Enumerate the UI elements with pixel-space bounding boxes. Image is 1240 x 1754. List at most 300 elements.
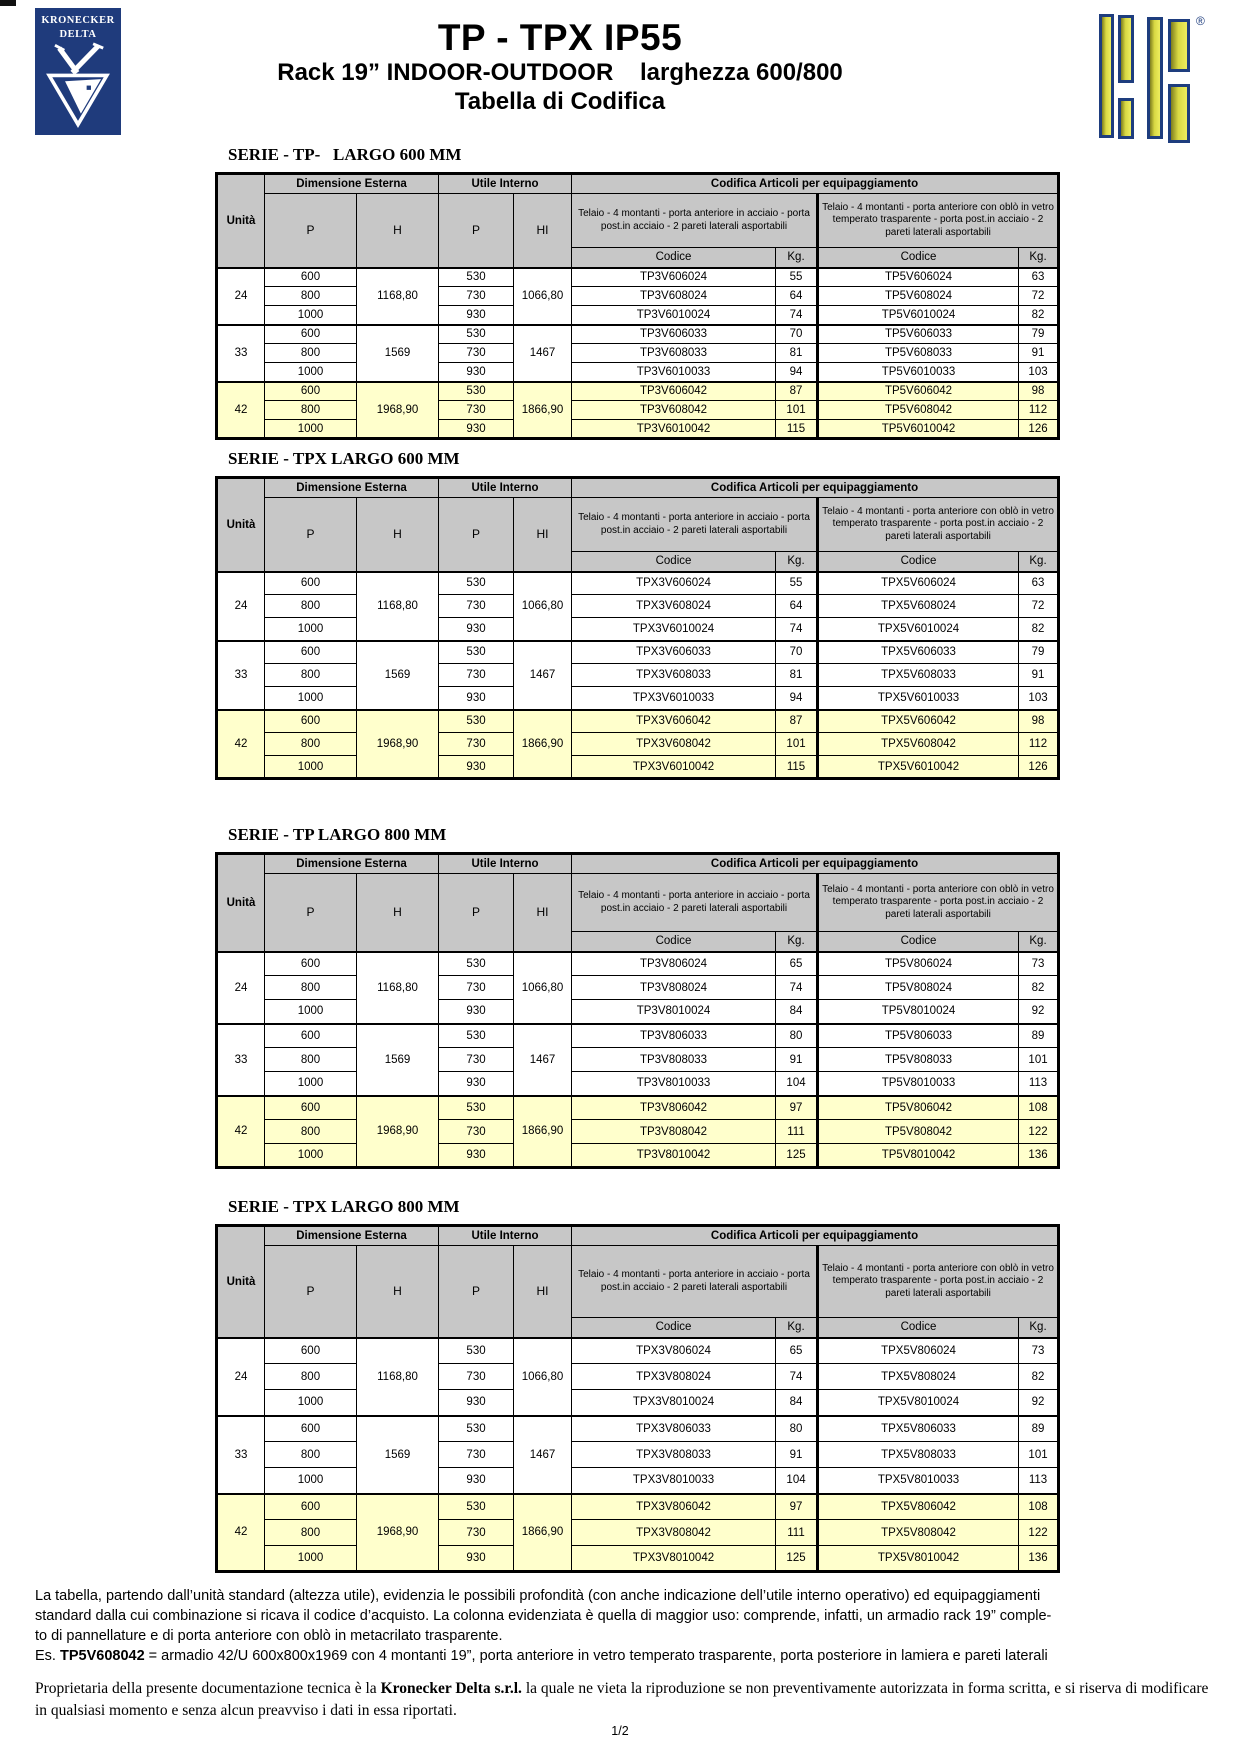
kg-cell: 101 <box>1019 1048 1059 1072</box>
registered-mark: ® <box>1196 14 1205 28</box>
kg-cell: 125 <box>776 1144 818 1168</box>
p-ext-cell: 1000 <box>265 1144 357 1168</box>
p-ext-cell: 600 <box>265 710 357 733</box>
col-header-kg-1: Kg. <box>776 552 818 572</box>
p-int-cell: 730 <box>439 595 514 618</box>
code-cell: TP5V608033 <box>818 344 1019 363</box>
table-row <box>217 952 1059 976</box>
hi-cell: 1467 <box>514 641 572 710</box>
kg-cell: 73 <box>1019 1338 1059 1364</box>
col-header-p-int: P <box>439 874 514 952</box>
unit-cell: 42 <box>217 1494 265 1572</box>
col-header-codice-1: Codice <box>572 552 776 572</box>
code-cell: TP3V6010024 <box>572 306 776 325</box>
p-int-cell: 530 <box>439 1338 514 1364</box>
col-header-p-int: P <box>439 194 514 268</box>
p-ext-cell: 600 <box>265 641 357 664</box>
h-cell: 1168,80 <box>357 1338 439 1416</box>
col-header-kg-1: Kg. <box>776 932 818 952</box>
col-header-codice-1: Codice <box>572 1318 776 1338</box>
col-header-h: H <box>357 498 439 572</box>
h-cell: 1569 <box>357 641 439 710</box>
kg-cell: 122 <box>1019 1120 1059 1144</box>
p-ext-cell: 800 <box>265 664 357 687</box>
kg-cell: 63 <box>1019 572 1059 595</box>
section-title: SERIE - TP- LARGO 600 MM <box>228 145 462 164</box>
kg-cell: 72 <box>1019 595 1059 618</box>
code-cell: TPX5V6010042 <box>818 756 1019 779</box>
code-cell: TPX5V606033 <box>818 641 1019 664</box>
col-header-utile-interno: Utile Interno <box>439 1226 572 1246</box>
p-ext-cell: 1000 <box>265 420 357 439</box>
code-cell: TP5V606024 <box>818 268 1019 287</box>
col-header-unit: Unità <box>217 854 265 952</box>
h-cell: 1968,90 <box>357 1096 439 1168</box>
table-row <box>217 268 1059 287</box>
col-header-hi: HI <box>514 874 572 952</box>
kg-cell: 94 <box>776 363 818 382</box>
kg-cell: 103 <box>1019 687 1059 710</box>
p-ext-cell: 600 <box>265 952 357 976</box>
table-row <box>217 420 1059 439</box>
col-header-p-ext: P <box>265 498 357 572</box>
p-int-cell: 730 <box>439 344 514 363</box>
hi-cell: 1066,80 <box>514 952 572 1024</box>
code-cell: TPX3V6010024 <box>572 618 776 641</box>
kg-cell: 91 <box>776 1442 818 1468</box>
example-line: Es. TP5V608042 = armadio 42/U 600x800x1969 con 4 montanti 19”, porta anteriore in vetro temperato trasparente, porta posteriore in lamiera e pareti laterali <box>35 1648 1048 1664</box>
table-row <box>217 1390 1059 1416</box>
table-row <box>217 572 1059 595</box>
code-cell: TP3V8010024 <box>572 1000 776 1024</box>
col-header-kg-2: Kg. <box>1019 1318 1059 1338</box>
code-cell: TP5V608024 <box>818 287 1019 306</box>
unit-cell: 33 <box>217 641 265 710</box>
kg-cell: 84 <box>776 1390 818 1416</box>
kg-cell: 111 <box>776 1520 818 1546</box>
code-cell: TPX3V606033 <box>572 641 776 664</box>
p-ext-cell: 600 <box>265 268 357 287</box>
p-ext-cell: 600 <box>265 572 357 595</box>
p-ext-cell: 800 <box>265 976 357 1000</box>
p-int-cell: 530 <box>439 952 514 976</box>
kg-cell: 82 <box>1019 306 1059 325</box>
p-ext-cell: 600 <box>265 1494 357 1520</box>
code-cell: TPX5V608024 <box>818 595 1019 618</box>
hi-cell: 1467 <box>514 1416 572 1494</box>
brand-logo-icon <box>1099 14 1199 149</box>
col-header-codifica: Codifica Articoli per equipaggiamento <box>572 1226 1059 1246</box>
series-section <box>215 450 1065 780</box>
p-ext-cell: 800 <box>265 1364 357 1390</box>
unit-cell: 33 <box>217 1024 265 1096</box>
p-int-cell: 930 <box>439 1390 514 1416</box>
kg-cell: 103 <box>1019 363 1059 382</box>
col-header-dimensione-esterna: Dimensione Esterna <box>265 174 439 194</box>
kg-cell: 63 <box>1019 268 1059 287</box>
p-ext-cell: 600 <box>265 1338 357 1364</box>
kg-cell: 92 <box>1019 1390 1059 1416</box>
code-cell: TPX5V808033 <box>818 1442 1019 1468</box>
code-cell: TP5V606042 <box>818 382 1019 401</box>
code-cell: TP5V608042 <box>818 401 1019 420</box>
kg-cell: 89 <box>1019 1024 1059 1048</box>
p-int-cell: 530 <box>439 572 514 595</box>
col-header-p-ext: P <box>265 874 357 952</box>
kg-cell: 74 <box>776 618 818 641</box>
code-cell: TPX5V806042 <box>818 1494 1019 1520</box>
code-cell: TP3V606024 <box>572 268 776 287</box>
kg-cell: 64 <box>776 287 818 306</box>
col-header-h: H <box>357 194 439 268</box>
code-cell: TP5V6010033 <box>818 363 1019 382</box>
col-header-utile-interno: Utile Interno <box>439 478 572 498</box>
hi-cell: 1866,90 <box>514 1096 572 1168</box>
kg-cell: 80 <box>776 1024 818 1048</box>
kg-cell: 125 <box>776 1546 818 1572</box>
unit-cell: 33 <box>217 1416 265 1494</box>
series-section <box>215 1198 1065 1573</box>
h-cell: 1569 <box>357 1416 439 1494</box>
table-row <box>217 1468 1059 1494</box>
kg-cell: 87 <box>776 382 818 401</box>
code-cell: TPX5V606024 <box>818 572 1019 595</box>
p-int-cell: 730 <box>439 1364 514 1390</box>
p-ext-cell: 1000 <box>265 363 357 382</box>
series-section <box>215 826 1065 1169</box>
table-row <box>217 1120 1059 1144</box>
p-int-cell: 730 <box>439 1442 514 1468</box>
p-ext-cell: 800 <box>265 1120 357 1144</box>
p-int-cell: 530 <box>439 641 514 664</box>
kg-cell: 79 <box>1019 325 1059 344</box>
p-int-cell: 930 <box>439 1144 514 1168</box>
p-int-cell: 730 <box>439 976 514 1000</box>
codification-table <box>215 172 1060 440</box>
kg-cell: 81 <box>776 664 818 687</box>
col-header-h: H <box>357 874 439 952</box>
p-int-cell: 730 <box>439 287 514 306</box>
kg-cell: 64 <box>776 595 818 618</box>
col-header-hi: HI <box>514 194 572 268</box>
code-cell: TP5V808024 <box>818 976 1019 1000</box>
code-cell: TP5V6010024 <box>818 306 1019 325</box>
col-header-utile-interno: Utile Interno <box>439 174 572 194</box>
kg-cell: 89 <box>1019 1416 1059 1442</box>
table-row <box>217 1364 1059 1390</box>
code-cell: TP5V8010042 <box>818 1144 1019 1168</box>
p-int-cell: 930 <box>439 363 514 382</box>
p-ext-cell: 600 <box>265 325 357 344</box>
logo-text-line2: DELTA <box>59 29 97 40</box>
col-header-codice-2: Codice <box>818 932 1019 952</box>
table-row <box>217 664 1059 687</box>
code-cell: TPX5V808042 <box>818 1520 1019 1546</box>
p-int-cell: 530 <box>439 382 514 401</box>
code-cell: TP3V608024 <box>572 287 776 306</box>
p-int-cell: 730 <box>439 733 514 756</box>
p-ext-cell: 800 <box>265 287 357 306</box>
code-cell: TP3V808042 <box>572 1120 776 1144</box>
code-cell: TP3V806033 <box>572 1024 776 1048</box>
kg-cell: 112 <box>1019 733 1059 756</box>
code-cell: TPX5V806033 <box>818 1416 1019 1442</box>
table-row <box>217 1048 1059 1072</box>
code-cell: TP5V8010033 <box>818 1072 1019 1096</box>
table-row <box>217 641 1059 664</box>
p-ext-cell: 800 <box>265 1442 357 1468</box>
table-row <box>217 382 1059 401</box>
p-int-cell: 730 <box>439 1520 514 1546</box>
table-row <box>217 1442 1059 1468</box>
p-int-cell: 530 <box>439 1024 514 1048</box>
hi-cell: 1866,90 <box>514 710 572 779</box>
kg-cell: 115 <box>776 420 818 439</box>
kg-cell: 113 <box>1019 1468 1059 1494</box>
table-row <box>217 1546 1059 1572</box>
equip-desc-steel-door: Telaio - 4 montanti - porta anteriore in acciaio - porta post.in acciaio - 2 pareti laterali asportabili <box>572 498 818 552</box>
col-header-dimensione-esterna: Dimensione Esterna <box>265 854 439 874</box>
p-int-cell: 530 <box>439 1416 514 1442</box>
kg-cell: 91 <box>776 1048 818 1072</box>
code-cell: TPX5V8010042 <box>818 1546 1019 1572</box>
section-title: SERIE - TPX LARGO 800 MM <box>228 1197 460 1216</box>
p-ext-cell: 1000 <box>265 1072 357 1096</box>
kg-cell: 80 <box>776 1416 818 1442</box>
kg-cell: 55 <box>776 268 818 287</box>
equip-desc-steel-door: Telaio - 4 montanti - porta anteriore in acciaio - porta post.in acciaio - 2 pareti laterali asportabili <box>572 194 818 248</box>
p-ext-cell: 600 <box>265 1416 357 1442</box>
code-cell: TP3V606042 <box>572 382 776 401</box>
table-row <box>217 733 1059 756</box>
table-row <box>217 1338 1059 1364</box>
code-cell: TP5V806033 <box>818 1024 1019 1048</box>
unit-cell: 33 <box>217 325 265 382</box>
code-cell: TPX5V806024 <box>818 1338 1019 1364</box>
page-number: 1/2 <box>611 1724 629 1738</box>
h-cell: 1968,90 <box>357 1494 439 1572</box>
table-row <box>217 363 1059 382</box>
code-cell: TPX3V806033 <box>572 1416 776 1442</box>
table-row <box>217 401 1059 420</box>
hi-cell: 1467 <box>514 325 572 382</box>
code-cell: TPX3V606024 <box>572 572 776 595</box>
code-cell: TPX3V6010042 <box>572 756 776 779</box>
code-cell: TPX5V606042 <box>818 710 1019 733</box>
kg-cell: 72 <box>1019 287 1059 306</box>
kg-cell: 82 <box>1019 618 1059 641</box>
code-cell: TP3V806024 <box>572 952 776 976</box>
code-cell: TPX3V608042 <box>572 733 776 756</box>
col-header-unit: Unità <box>217 1226 265 1338</box>
col-header-kg-2: Kg. <box>1019 552 1059 572</box>
col-header-kg-1: Kg. <box>776 1318 818 1338</box>
code-cell: TPX3V8010042 <box>572 1546 776 1572</box>
kg-cell: 104 <box>776 1072 818 1096</box>
codification-table <box>215 852 1060 1169</box>
h-cell: 1569 <box>357 325 439 382</box>
code-cell: TPX5V608042 <box>818 733 1019 756</box>
kg-cell: 74 <box>776 976 818 1000</box>
code-cell: TP3V808033 <box>572 1048 776 1072</box>
code-cell: TPX5V8010033 <box>818 1468 1019 1494</box>
kg-cell: 101 <box>1019 1442 1059 1468</box>
p-int-cell: 530 <box>439 1494 514 1520</box>
col-header-codifica: Codifica Articoli per equipaggiamento <box>572 854 1059 874</box>
code-cell: TP3V806042 <box>572 1096 776 1120</box>
h-cell: 1968,90 <box>357 710 439 779</box>
code-cell: TP3V808024 <box>572 976 776 1000</box>
p-int-cell: 530 <box>439 268 514 287</box>
kg-cell: 91 <box>1019 344 1059 363</box>
table-row <box>217 756 1059 779</box>
example-code: TP5V608042 <box>59 1648 145 1664</box>
company-name: Kronecker Delta s.r.l. <box>380 1680 522 1697</box>
unit-cell: 42 <box>217 1096 265 1168</box>
unit-cell: 24 <box>217 952 265 1024</box>
code-cell: TP3V608033 <box>572 344 776 363</box>
kg-cell: 84 <box>776 1000 818 1024</box>
p-int-cell: 930 <box>439 420 514 439</box>
table-row <box>217 595 1059 618</box>
col-header-codice-2: Codice <box>818 552 1019 572</box>
kg-cell: 82 <box>1019 1364 1059 1390</box>
doc-title: TP - TPX IP55 <box>437 17 683 58</box>
h-cell: 1168,80 <box>357 952 439 1024</box>
p-ext-cell: 1000 <box>265 618 357 641</box>
kg-cell: 91 <box>1019 664 1059 687</box>
kg-cell: 122 <box>1019 1520 1059 1546</box>
code-cell: TP3V608042 <box>572 401 776 420</box>
kg-cell: 55 <box>776 572 818 595</box>
kg-cell: 126 <box>1019 756 1059 779</box>
kg-cell: 115 <box>776 756 818 779</box>
h-cell: 1569 <box>357 1024 439 1096</box>
kg-cell: 87 <box>776 710 818 733</box>
kg-cell: 70 <box>776 325 818 344</box>
kg-cell: 74 <box>776 306 818 325</box>
p-int-cell: 930 <box>439 687 514 710</box>
p-ext-cell: 1000 <box>265 1390 357 1416</box>
p-int-cell: 930 <box>439 1468 514 1494</box>
table-row <box>217 1000 1059 1024</box>
code-cell: TPX3V806042 <box>572 1494 776 1520</box>
kg-cell: 101 <box>776 733 818 756</box>
p-ext-cell: 800 <box>265 401 357 420</box>
code-cell: TPX5V6010024 <box>818 618 1019 641</box>
hi-cell: 1066,80 <box>514 572 572 641</box>
code-cell: TPX3V808024 <box>572 1364 776 1390</box>
p-ext-cell: 1000 <box>265 687 357 710</box>
equip-desc-steel-door: Telaio - 4 montanti - porta anteriore in acciaio - porta post.in acciaio - 2 pareti laterali asportabili <box>572 1246 818 1318</box>
unit-cell: 42 <box>217 710 265 779</box>
section-title: SERIE - TP LARGO 800 MM <box>228 825 447 844</box>
p-int-cell: 930 <box>439 1546 514 1572</box>
hi-cell: 1866,90 <box>514 1494 572 1572</box>
hi-cell: 1066,80 <box>514 1338 572 1416</box>
kg-cell: 73 <box>1019 952 1059 976</box>
p-int-cell: 930 <box>439 1000 514 1024</box>
kg-cell: 111 <box>776 1120 818 1144</box>
table-row <box>217 1416 1059 1442</box>
col-header-kg-2: Kg. <box>1019 248 1059 268</box>
equip-desc-steel-door: Telaio - 4 montanti - porta anteriore in acciaio - porta post.in acciaio - 2 pareti laterali asportabili <box>572 874 818 932</box>
p-int-cell: 530 <box>439 1096 514 1120</box>
equip-desc-glass-door: Telaio - 4 montanti - porta anteriore con oblò in vetro temperato trasparente - porta post.in acciaio - 2 pareti laterali asportabili <box>818 498 1059 552</box>
table-row <box>217 976 1059 1000</box>
p-ext-cell: 800 <box>265 344 357 363</box>
table-row <box>217 618 1059 641</box>
p-int-cell: 930 <box>439 618 514 641</box>
para-line: standard dalla cui combinazione si ricava il codice d’acquisto. La colonna evidenziata è quella di maggior uso: comprende, infatti, un armadio rack 19” comple- <box>35 1608 1052 1624</box>
col-header-codice-1: Codice <box>572 248 776 268</box>
copyright-paragraph: Proprietaria della presente documentazione tecnica è la Kronecker Delta s.r.l. la quale ne vieta la riproduzione se non preventivamente autorizzata in forma scritta, e si riserva di modificare in qualsiasi momento e senza alcun preavviso i dati in essa riportati. <box>35 1680 1209 1719</box>
scan-artifact <box>0 0 16 6</box>
col-header-kg-2: Kg. <box>1019 932 1059 952</box>
document-header <box>60 18 1060 116</box>
p-int-cell: 930 <box>439 306 514 325</box>
para-line: La tabella, partendo dall’unità standard (altezza utile), evidenzia le possibili profondità (con anche indicazione dell’utile interno operativo) ed equipaggiamenti <box>35 1588 1041 1604</box>
col-header-p-int: P <box>439 498 514 572</box>
p-int-cell: 730 <box>439 401 514 420</box>
p-ext-cell: 1000 <box>265 1468 357 1494</box>
kg-cell: 101 <box>776 401 818 420</box>
kg-cell: 126 <box>1019 420 1059 439</box>
p-int-cell: 530 <box>439 325 514 344</box>
col-header-utile-interno: Utile Interno <box>439 854 572 874</box>
code-cell: TP5V808033 <box>818 1048 1019 1072</box>
code-cell: TPX3V806024 <box>572 1338 776 1364</box>
kg-cell: 70 <box>776 641 818 664</box>
hi-cell: 1066,80 <box>514 268 572 325</box>
p-ext-cell: 1000 <box>265 1000 357 1024</box>
col-header-h: H <box>357 1246 439 1338</box>
codification-table <box>215 476 1060 780</box>
code-cell: TP3V6010033 <box>572 363 776 382</box>
table-row <box>217 710 1059 733</box>
code-cell: TPX5V608033 <box>818 664 1019 687</box>
table-row <box>217 325 1059 344</box>
code-cell: TP3V6010042 <box>572 420 776 439</box>
col-header-codifica: Codifica Articoli per equipaggiamento <box>572 174 1059 194</box>
col-header-codifica: Codifica Articoli per equipaggiamento <box>572 478 1059 498</box>
doc-subtitle: Rack 19” INDOOR-OUTDOOR larghezza 600/800 <box>277 59 843 86</box>
table-row <box>217 687 1059 710</box>
col-header-hi: HI <box>514 1246 572 1338</box>
codification-table <box>215 1224 1060 1573</box>
table-row <box>217 306 1059 325</box>
kg-cell: 108 <box>1019 1096 1059 1120</box>
col-header-p-ext: P <box>265 194 357 268</box>
code-cell: TPX3V608033 <box>572 664 776 687</box>
table-row <box>217 1096 1059 1120</box>
code-cell: TPX3V606042 <box>572 710 776 733</box>
code-cell: TPX5V6010033 <box>818 687 1019 710</box>
code-cell: TPX5V808024 <box>818 1364 1019 1390</box>
unit-cell: 24 <box>217 1338 265 1416</box>
kg-cell: 112 <box>1019 401 1059 420</box>
kg-cell: 82 <box>1019 976 1059 1000</box>
p-ext-cell: 800 <box>265 1048 357 1072</box>
p-ext-cell: 600 <box>265 1096 357 1120</box>
code-cell: TP5V806042 <box>818 1096 1019 1120</box>
code-cell: TP3V606033 <box>572 325 776 344</box>
table-row <box>217 344 1059 363</box>
code-cell: TP5V806024 <box>818 952 1019 976</box>
code-cell: TP3V8010042 <box>572 1144 776 1168</box>
col-header-unit: Unità <box>217 174 265 268</box>
kg-cell: 81 <box>776 344 818 363</box>
